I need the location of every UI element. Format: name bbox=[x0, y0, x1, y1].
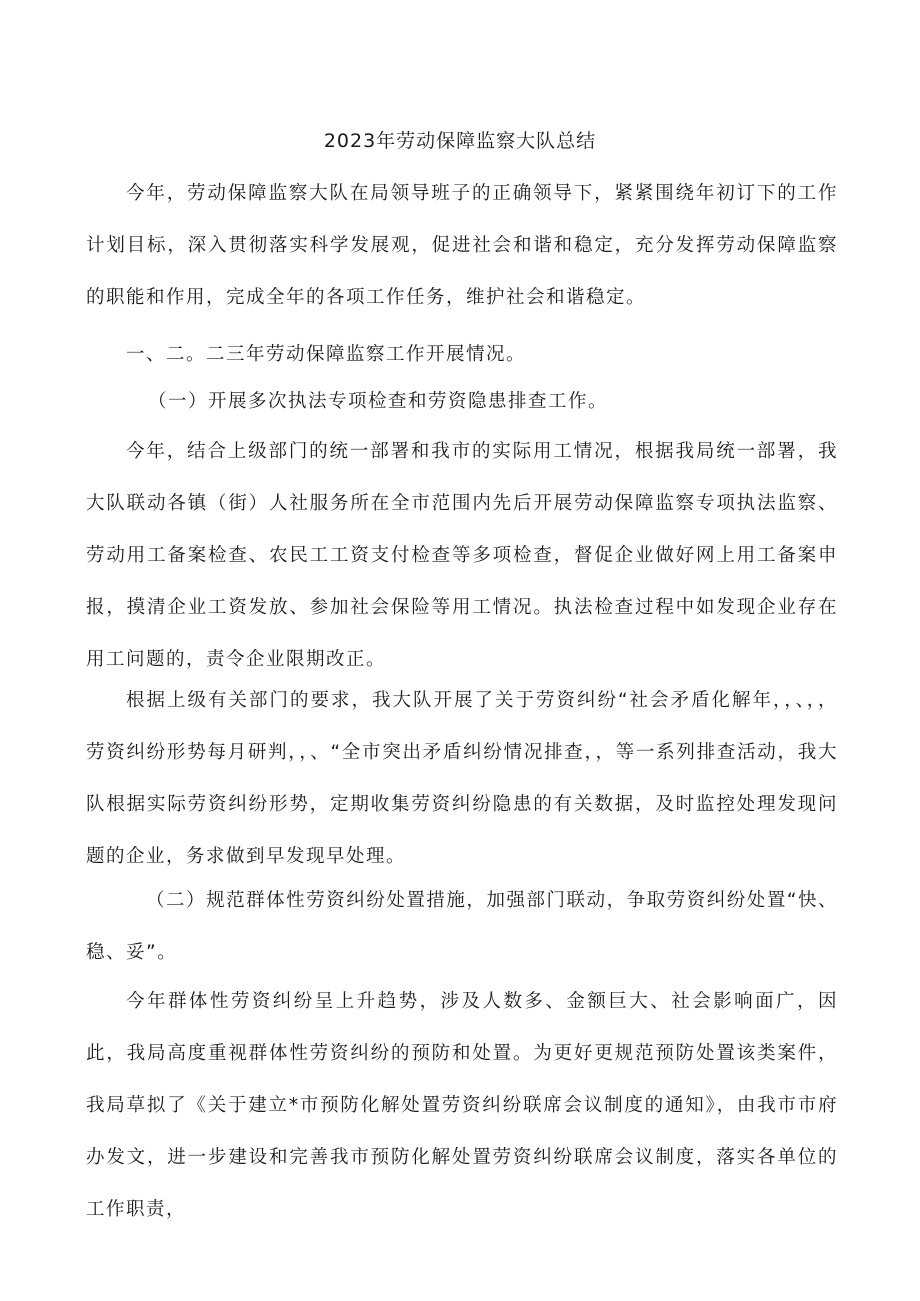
document-title: 2023年劳动保障监察大队总结 bbox=[323, 130, 597, 152]
sub2-heading: （二）规范群体性劳资纠纷处置措施，加强部门联动，争取劳资纠纷处置“快、稳、妥”。 bbox=[86, 890, 838, 963]
paragraph-3: 今年群体性劳资纠纷呈上升趋势，涉及人数多、金额巨大、社会影响面广，因此，我局高度重视群体性劳资纠纷的预防和处置。为更好更规范预防处置该类案件，我局草拟了《关于建立*市预防化解处置劳资纠纷联席会议制度的通知》，由我市市府办发文，进一步建设和完善我市预防化解处置劳资纠纷联席会议制度，落实各单位的工作职责， bbox=[86, 991, 838, 1220]
intro-paragraph: 今年，劳动保障监察大队在局领导班子的正确领导下，紧紧围绕年初订下的工作计划目标，深入贯彻落实科学发展观，促进社会和谐和稳定，充分发挥劳动保障监察的职能和作用，完成全年的各项工作任务，维护社会和谐稳定。 bbox=[86, 183, 838, 308]
paragraph-2: 根据上级有关部门的要求，我大队开展了关于劳资纠纷“社会矛盾化解年，，、，，劳资纠纷形势每月研判，，、“全市突出矛盾纠纷情况排查，，等一系列排查活动，我大队根据实际劳资纠纷形势，定期收集劳资纠纷隐患的有关数据，及时监控处理发现问题的企业，务求做到早发现早处理。 bbox=[86, 690, 838, 867]
paragraph-1: 今年，结合上级部门的统一部署和我市的实际用工情况，根据我局统一部署，我大队联动各镇（街）人社服务所在全市范围内先后开展劳动保障监察专项执法监察、劳动用工备案检查、农民工工资支付检查等多项检查，督促企业做好网上用工备案申报，摸清企业工资发放、参加社会保险等用工情况。执法检查过程中如发现企业存在用工问题的，责令企业限期改正。 bbox=[86, 441, 838, 670]
sub1-heading: （一）开展多次执法专项检查和劳资隐患排查工作。 bbox=[148, 391, 609, 412]
section1-heading: 一、二。二三年劳动保障监察工作开展情况。 bbox=[126, 344, 527, 365]
